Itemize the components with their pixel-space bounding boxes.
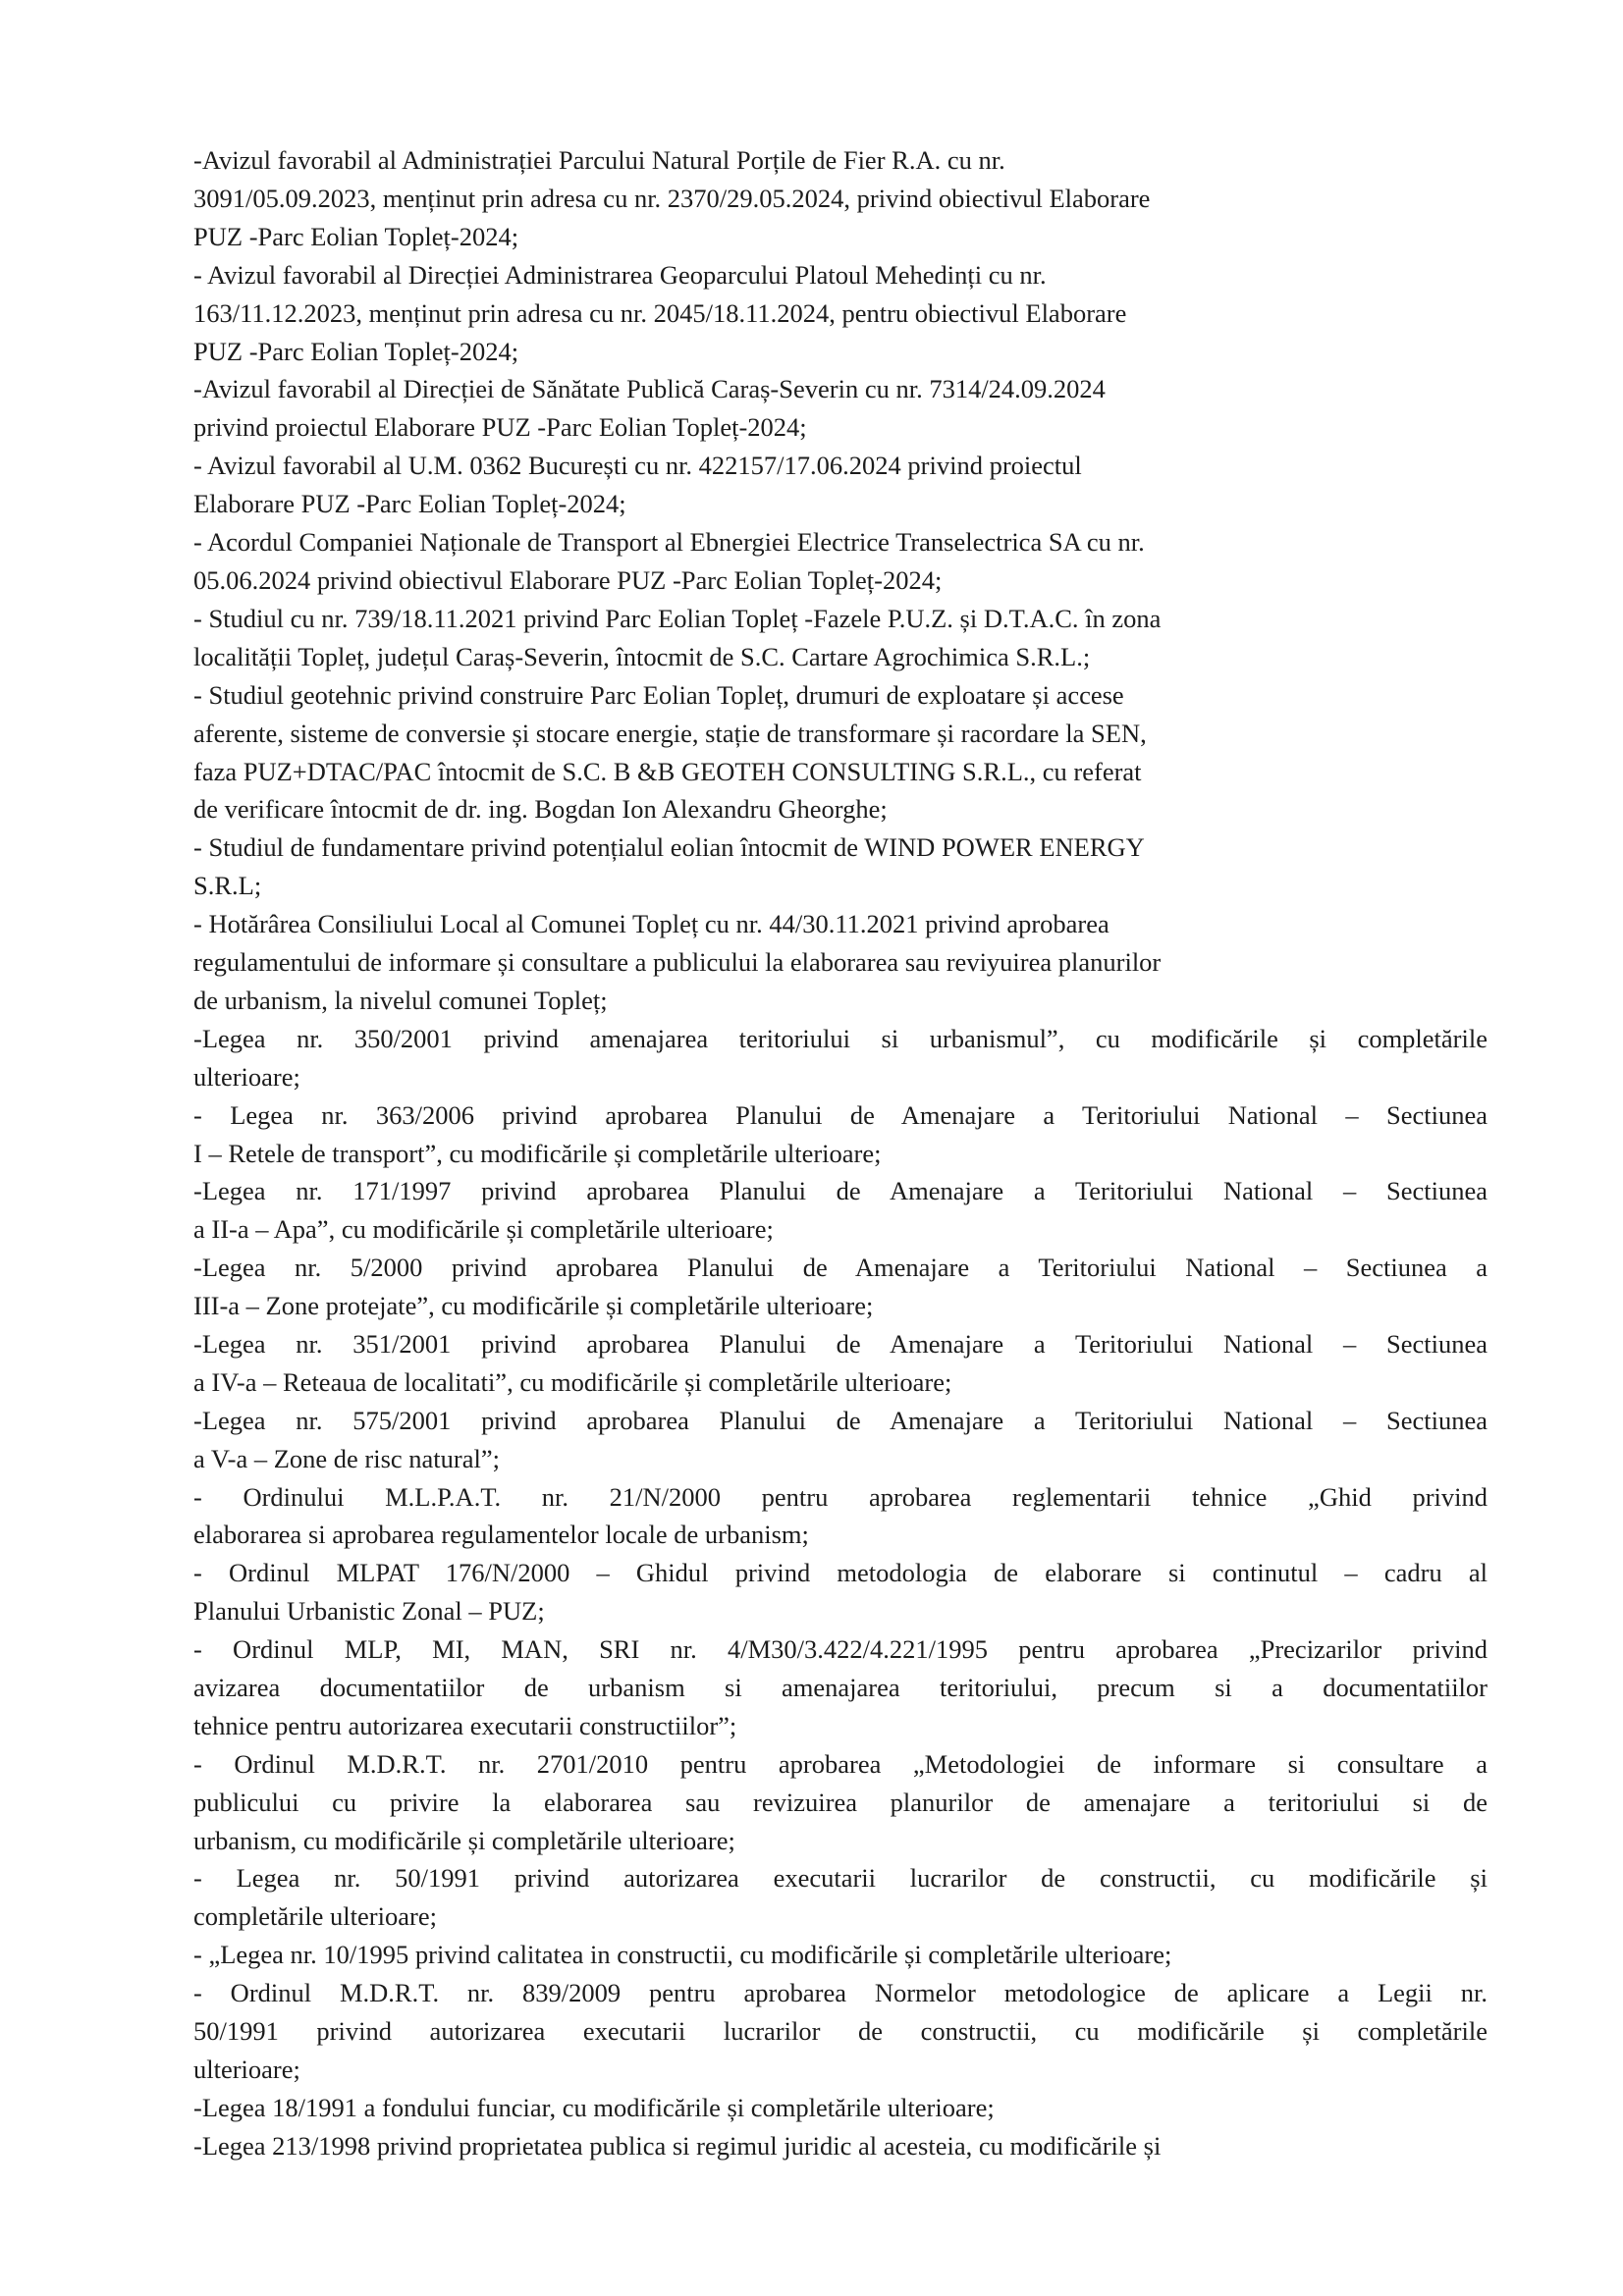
document-paragraph xyxy=(193,370,1488,447)
text-line: Elaborare PUZ -Parc Eolian Topleț-2024; xyxy=(193,489,626,519)
text-line: aferente, sisteme de conversie și stocare energie, stație de transformare și racordare la SEN, xyxy=(193,718,1147,748)
text-line: completările ulterioare; xyxy=(193,1901,437,1932)
document-paragraph xyxy=(193,1936,1488,1974)
text-line: -Avizul favorabil al Administrației Parcului Natural Porțile de Fier R.A. cu nr. xyxy=(193,145,1005,175)
document-paragraph xyxy=(193,523,1488,600)
text-line: avizarea documentatiilor de urbanism si amenajarea teritoriului, precum si a documentatiilor xyxy=(193,1672,1488,1702)
text-line: - Studiul de fundamentare privind potențialul eolian întocmit de WIND POWER ENERGY xyxy=(193,832,1145,863)
document-paragraph xyxy=(193,1630,1488,1745)
text-line: de verificare întocmit de dr. ing. Bogdan Ion Alexandru Gheorghe; xyxy=(193,794,888,825)
text-line: -Avizul favorabil al Direcției de Sănătate Publică Caraș-Severin cu nr. 7314/24.09.2024 xyxy=(193,374,1106,404)
text-line: privind proiectul Elaborare PUZ -Parc Eolian Topleț-2024; xyxy=(193,412,807,443)
text-line: - „Legea nr. 10/1995 privind calitatea in constructii, cu modificările și completările ulterioare; xyxy=(193,1940,1172,1970)
text-line: -Legea 213/1998 privind proprietatea publica si regimul juridic al acesteia, cu modificările și xyxy=(193,2130,1162,2161)
text-line: - Ordinul MLPAT 176/N/2000 – Ghidul privind metodologia de elaborare si continutul – cadru al xyxy=(193,1558,1488,1588)
document-paragraph xyxy=(193,2127,1488,2165)
text-line: a IV-a – Reteaua de localitati”, cu modificările și completările ulterioare; xyxy=(193,1366,952,1397)
text-line: PUZ -Parc Eolian Topleț-2024; xyxy=(193,336,519,366)
text-line: -Legea nr. 575/2001 privind aprobarea Planului de Amenajare a Teritoriului National – Sectiunea xyxy=(193,1405,1488,1435)
document-paragraph xyxy=(193,447,1488,523)
document-paragraph xyxy=(193,905,1488,1020)
document-paragraph xyxy=(193,1554,1488,1630)
document-paragraph xyxy=(193,1974,1488,2089)
document-paragraph xyxy=(193,1249,1488,1325)
text-line: tehnice pentru autorizarea executarii constructiilor”; xyxy=(193,1710,737,1740)
text-line: a V-a – Zone de risc natural”; xyxy=(193,1443,500,1473)
text-line: urbanism, cu modificările și completările ulterioare; xyxy=(193,1825,735,1855)
text-line: - Legea nr. 50/1991 privind autorizarea executarii lucrarilor de constructii, cu modificările și xyxy=(193,1863,1488,1894)
text-line: - Hotărârea Consiliului Local al Comunei Topleț cu nr. 44/30.11.2021 privind aprobarea xyxy=(193,909,1109,939)
document-paragraph xyxy=(193,2089,1488,2127)
document-body xyxy=(193,141,1488,2165)
text-line: -Legea nr. 351/2001 privind aprobarea Planului de Amenajare a Teritoriului National – Sectiunea xyxy=(193,1328,1488,1359)
document-paragraph xyxy=(193,141,1488,256)
text-line: - Ordinul M.D.R.T. nr. 2701/2010 pentru aprobarea „Metodologiei de informare si consultare a xyxy=(193,1748,1488,1779)
text-line: - Studiul geotehnic privind construire Parc Eolian Topleț, drumuri de exploatare și accese xyxy=(193,679,1124,710)
text-line: faza PUZ+DTAC/PAC întocmit de S.C. B &B GEOTEH CONSULTING S.R.L., cu referat xyxy=(193,756,1142,786)
text-line: publicului cu privire la elaborarea sau revizuirea planurilor de amenajare a teritoriului si de xyxy=(193,1787,1488,1817)
document-paragraph xyxy=(193,1172,1488,1249)
text-line: a II-a – Apa”, cu modificările și completările ulterioare; xyxy=(193,1214,774,1245)
document-paragraph xyxy=(193,600,1488,676)
text-line: ulterioare; xyxy=(193,2054,300,2084)
document-paragraph xyxy=(193,1859,1488,1936)
text-line: 05.06.2024 privind obiectivul Elaborare PUZ -Parc Eolian Topleț-2024; xyxy=(193,564,943,595)
text-line: - Avizul favorabil al Direcției Administrarea Geoparcului Platoul Mehedinți cu nr. xyxy=(193,259,1047,290)
text-line: 50/1991 privind autorizarea executarii lucrarilor de constructii, cu modificările și completările xyxy=(193,2016,1488,2046)
text-line: elaborarea si aprobarea regulamentelor locale de urbanism; xyxy=(193,1520,809,1550)
text-line: - Avizul favorabil al U.M. 0362 București cu nr. 422157/17.06.2024 privind proiectul xyxy=(193,451,1082,481)
document-paragraph xyxy=(193,1325,1488,1402)
text-line: - Ordinul MLP, MI, MAN, SRI nr. 4/M30/3.422/4.221/1995 pentru aprobarea „Precizarilor privind xyxy=(193,1634,1488,1665)
document-paragraph xyxy=(193,1402,1488,1478)
text-line: localității Topleț, județul Caraș-Severin, întocmit de S.C. Cartare Agrochimica S.R.L.; xyxy=(193,641,1091,671)
text-line: de urbanism, la nivelul comunei Topleț; xyxy=(193,985,608,1015)
document-paragraph xyxy=(193,256,1488,371)
text-line: -Legea 18/1991 a fondului funciar, cu modificările și completările ulterioare; xyxy=(193,2092,995,2122)
text-line: Planului Urbanistic Zonal – PUZ; xyxy=(193,1596,545,1627)
document-paragraph xyxy=(193,1096,1488,1173)
document-paragraph xyxy=(193,828,1488,905)
document-paragraph xyxy=(193,1745,1488,1860)
text-line: - Acordul Companiei Naționale de Transport al Ebnergiei Electrice Transelectrica SA cu nr. xyxy=(193,527,1145,558)
document-paragraph xyxy=(193,676,1488,829)
text-line: 163/11.12.2023, menținut prin adresa cu nr. 2045/18.11.2024, pentru obiectivul Elaborare xyxy=(193,297,1127,328)
text-line: regulamentului de informare și consultare a publicului la elaborarea sau reviyuirea planurilor xyxy=(193,947,1162,978)
text-line: - Ordinul M.D.R.T. nr. 839/2009 pentru aprobarea Normelor metodologice de aplicare a Legii nr. xyxy=(193,1978,1488,2008)
document-paragraph xyxy=(193,1478,1488,1555)
text-line: - Studiul cu nr. 739/18.11.2021 privind Parc Eolian Topleț -Fazele P.U.Z. și D.T.A.C. în zona xyxy=(193,603,1162,633)
text-line: - Legea nr. 363/2006 privind aprobarea Planului de Amenajare a Teritoriului National – Sectiunea xyxy=(193,1099,1488,1130)
text-line: -Legea nr. 171/1997 privind aprobarea Planului de Amenajare a Teritoriului National – Sectiunea xyxy=(193,1176,1488,1206)
text-line: ulterioare; xyxy=(193,1061,300,1092)
text-line: PUZ -Parc Eolian Topleț-2024; xyxy=(193,221,519,251)
text-line: I – Retele de transport”, cu modificările și completările ulterioare; xyxy=(193,1138,882,1168)
text-line: III-a – Zone protejate”, cu modificările și completările ulterioare; xyxy=(193,1291,874,1321)
document-paragraph xyxy=(193,1020,1488,1096)
text-line: 3091/05.09.2023, menținut prin adresa cu nr. 2370/29.05.2024, privind obiectivul Elaborare xyxy=(193,183,1151,213)
text-line: -Legea nr. 350/2001 privind amenajarea teritoriului si urbanismul”, cu modificările și completările xyxy=(193,1023,1488,1053)
text-line: -Legea nr. 5/2000 privind aprobarea Planului de Amenajare a Teritoriului National – Sectiunea a xyxy=(193,1253,1488,1283)
text-line: - Ordinului M.L.P.A.T. nr. 21/N/2000 pentru aprobarea reglementarii tehnice „Ghid privind xyxy=(193,1481,1488,1512)
text-line: S.R.L; xyxy=(193,871,262,901)
